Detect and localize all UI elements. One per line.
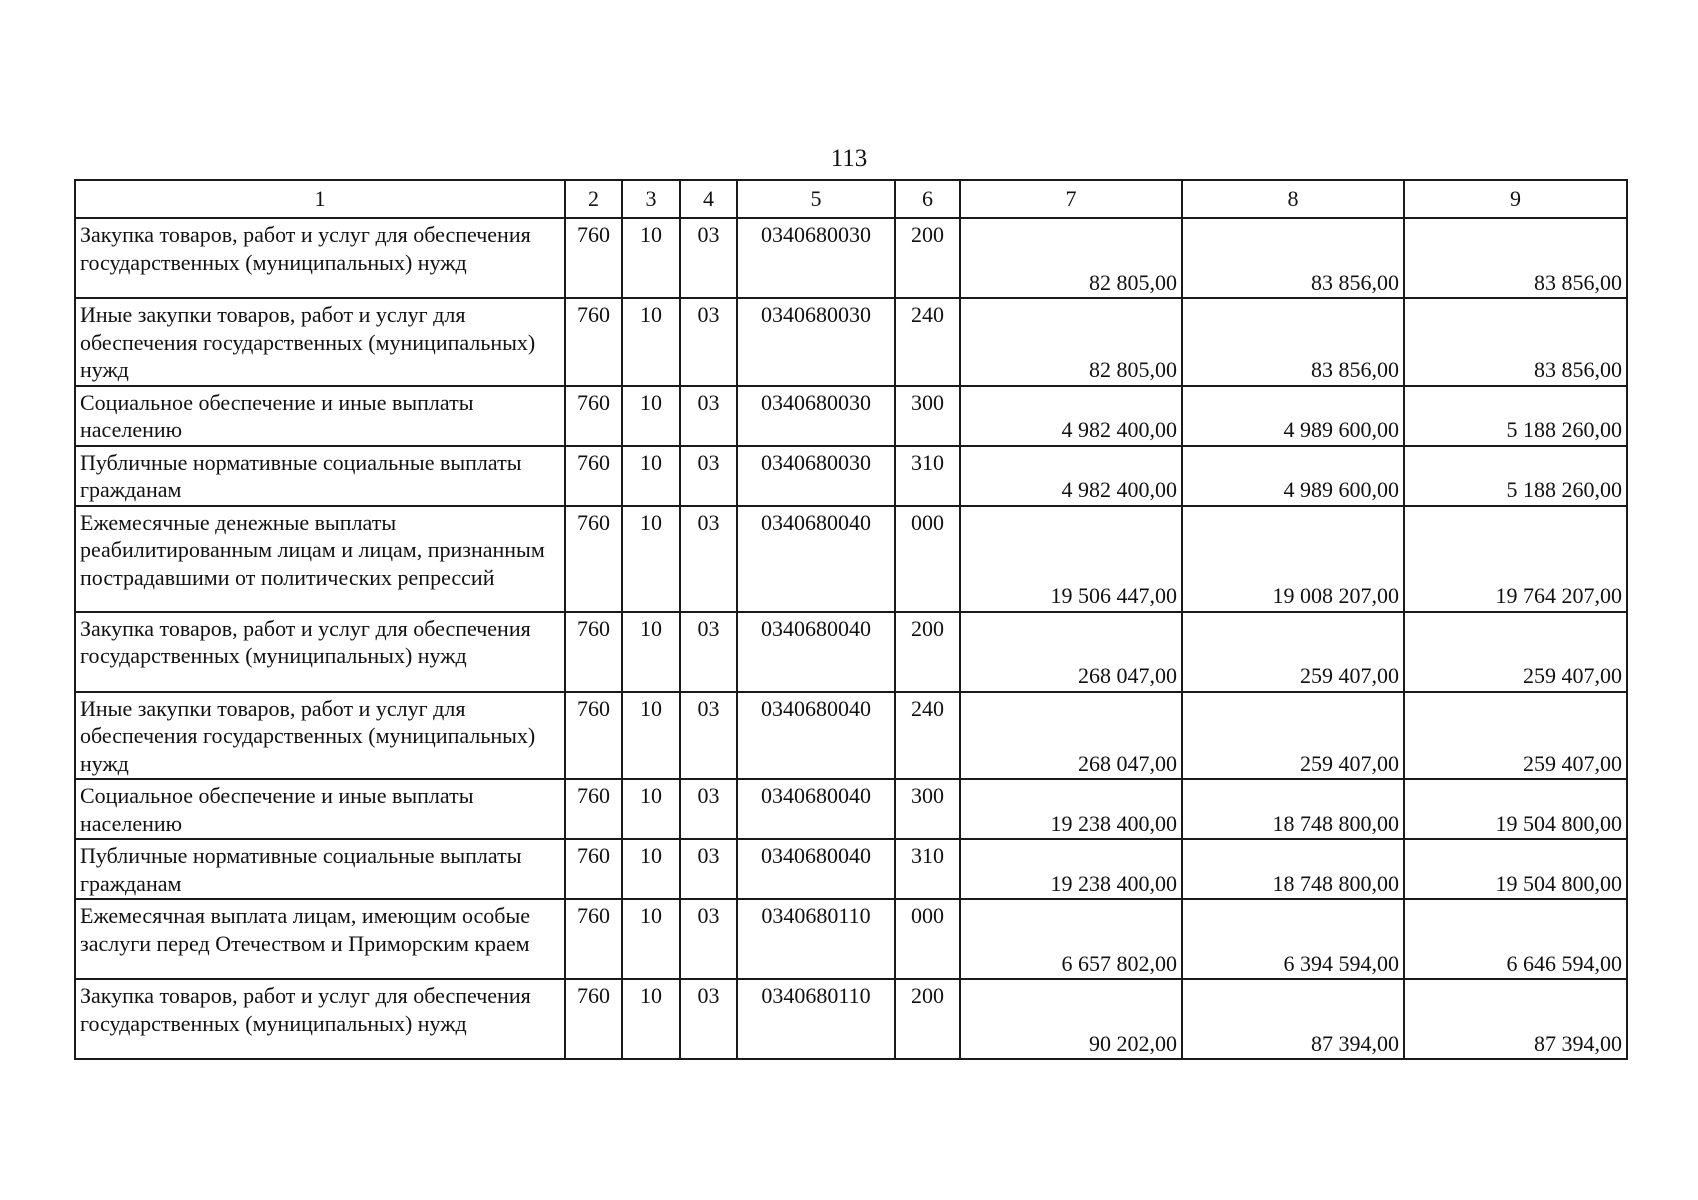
cell-section: 10	[622, 386, 680, 446]
cell-section: 10	[622, 979, 680, 1059]
table-body	[75, 218, 1627, 1059]
header-col-1: 1	[75, 180, 565, 218]
cell-expense-type: 200	[895, 218, 960, 298]
cell-amount-year-1: 90 202,00	[960, 979, 1182, 1059]
header-col-8: 8	[1182, 180, 1404, 218]
cell-subsection: 03	[680, 506, 737, 612]
cell-admin-code: 760	[565, 899, 622, 979]
cell-name: Ежемесячная выплата лицам, имеющим особые заслуги перед Отечеством и Приморским краем	[75, 899, 565, 979]
header-col-7: 7	[960, 180, 1182, 218]
cell-amount-year-3: 259 407,00	[1404, 692, 1627, 780]
cell-amount-year-2: 19 008 207,00	[1182, 506, 1404, 612]
cell-amount-year-3: 5 188 260,00	[1404, 446, 1627, 506]
cell-target-article: 0340680110	[737, 979, 895, 1059]
cell-amount-year-1: 19 506 447,00	[960, 506, 1182, 612]
cell-target-article: 0340680030	[737, 446, 895, 506]
cell-section: 10	[622, 779, 680, 839]
cell-section: 10	[622, 506, 680, 612]
cell-section: 10	[622, 446, 680, 506]
cell-expense-type: 300	[895, 386, 960, 446]
table-row	[75, 506, 1627, 612]
cell-name: Закупка товаров, работ и услуг для обеспечения государственных (муниципальных) нужд	[75, 612, 565, 692]
table-row	[75, 979, 1627, 1059]
cell-amount-year-1: 82 805,00	[960, 298, 1182, 386]
cell-target-article: 0340680110	[737, 899, 895, 979]
cell-admin-code: 760	[565, 446, 622, 506]
cell-subsection: 03	[680, 446, 737, 506]
header-col-4: 4	[680, 180, 737, 218]
cell-section: 10	[622, 692, 680, 780]
cell-amount-year-1: 4 982 400,00	[960, 386, 1182, 446]
cell-admin-code: 760	[565, 612, 622, 692]
cell-target-article: 0340680040	[737, 692, 895, 780]
cell-amount-year-2: 18 748 800,00	[1182, 779, 1404, 839]
cell-amount-year-1: 19 238 400,00	[960, 779, 1182, 839]
cell-subsection: 03	[680, 839, 737, 899]
table-row	[75, 298, 1627, 386]
cell-target-article: 0340680040	[737, 839, 895, 899]
table-row	[75, 692, 1627, 780]
cell-admin-code: 760	[565, 692, 622, 780]
header-col-6: 6	[895, 180, 960, 218]
cell-expense-type: 200	[895, 979, 960, 1059]
cell-target-article: 0340680030	[737, 218, 895, 298]
cell-amount-year-3: 6 646 594,00	[1404, 899, 1627, 979]
table-row	[75, 386, 1627, 446]
cell-amount-year-3: 19 764 207,00	[1404, 506, 1627, 612]
cell-amount-year-1: 82 805,00	[960, 218, 1182, 298]
cell-amount-year-2: 259 407,00	[1182, 612, 1404, 692]
cell-name: Иные закупки товаров, работ и услуг для обеспечения государственных (муниципальных) нужд	[75, 298, 565, 386]
cell-expense-type: 000	[895, 899, 960, 979]
table-row	[75, 899, 1627, 979]
cell-amount-year-3: 19 504 800,00	[1404, 779, 1627, 839]
cell-amount-year-3: 83 856,00	[1404, 218, 1627, 298]
table-row	[75, 218, 1627, 298]
cell-subsection: 03	[680, 386, 737, 446]
cell-section: 10	[622, 218, 680, 298]
cell-name: Социальное обеспечение и иные выплаты населению	[75, 779, 565, 839]
cell-amount-year-1: 6 657 802,00	[960, 899, 1182, 979]
cell-amount-year-2: 6 394 594,00	[1182, 899, 1404, 979]
cell-amount-year-3: 259 407,00	[1404, 612, 1627, 692]
cell-name: Иные закупки товаров, работ и услуг для обеспечения государственных (муниципальных) нужд	[75, 692, 565, 780]
cell-section: 10	[622, 839, 680, 899]
cell-expense-type: 200	[895, 612, 960, 692]
cell-section: 10	[622, 298, 680, 386]
cell-amount-year-2: 83 856,00	[1182, 218, 1404, 298]
table-row	[75, 612, 1627, 692]
cell-name: Ежемесячные денежные выплаты реабилитированным лицам и лицам, признанным пострадавшими от политических репрессий	[75, 506, 565, 612]
cell-admin-code: 760	[565, 979, 622, 1059]
table-row	[75, 839, 1627, 899]
cell-name: Публичные нормативные социальные выплаты гражданам	[75, 839, 565, 899]
header-col-3: 3	[622, 180, 680, 218]
cell-amount-year-1: 4 982 400,00	[960, 446, 1182, 506]
header-col-9: 9	[1404, 180, 1627, 218]
cell-admin-code: 760	[565, 386, 622, 446]
cell-expense-type: 300	[895, 779, 960, 839]
cell-name: Социальное обеспечение и иные выплаты населению	[75, 386, 565, 446]
cell-target-article: 0340680030	[737, 386, 895, 446]
cell-expense-type: 000	[895, 506, 960, 612]
cell-admin-code: 760	[565, 779, 622, 839]
page-number: 113	[830, 145, 868, 172]
cell-amount-year-3: 83 856,00	[1404, 298, 1627, 386]
cell-amount-year-2: 18 748 800,00	[1182, 839, 1404, 899]
header-col-5: 5	[737, 180, 895, 218]
cell-name: Публичные нормативные социальные выплаты гражданам	[75, 446, 565, 506]
cell-admin-code: 760	[565, 218, 622, 298]
cell-subsection: 03	[680, 899, 737, 979]
cell-amount-year-2: 4 989 600,00	[1182, 386, 1404, 446]
cell-admin-code: 760	[565, 839, 622, 899]
cell-expense-type: 310	[895, 446, 960, 506]
cell-amount-year-2: 83 856,00	[1182, 298, 1404, 386]
header-row	[75, 180, 1627, 218]
cell-section: 10	[622, 899, 680, 979]
cell-subsection: 03	[680, 779, 737, 839]
cell-subsection: 03	[680, 612, 737, 692]
budget-table	[74, 179, 1628, 1060]
table-header	[75, 180, 1627, 218]
cell-admin-code: 760	[565, 298, 622, 386]
cell-amount-year-2: 4 989 600,00	[1182, 446, 1404, 506]
cell-amount-year-1: 268 047,00	[960, 692, 1182, 780]
cell-expense-type: 240	[895, 298, 960, 386]
cell-section: 10	[622, 612, 680, 692]
cell-subsection: 03	[680, 692, 737, 780]
cell-target-article: 0340680040	[737, 612, 895, 692]
cell-target-article: 0340680040	[737, 506, 895, 612]
table-row	[75, 446, 1627, 506]
cell-amount-year-3: 19 504 800,00	[1404, 839, 1627, 899]
cell-amount-year-3: 87 394,00	[1404, 979, 1627, 1059]
cell-expense-type: 310	[895, 839, 960, 899]
cell-expense-type: 240	[895, 692, 960, 780]
cell-name: Закупка товаров, работ и услуг для обеспечения государственных (муниципальных) нужд	[75, 979, 565, 1059]
cell-subsection: 03	[680, 979, 737, 1059]
cell-subsection: 03	[680, 298, 737, 386]
cell-amount-year-2: 87 394,00	[1182, 979, 1404, 1059]
cell-target-article: 0340680040	[737, 779, 895, 839]
cell-subsection: 03	[680, 218, 737, 298]
cell-amount-year-3: 5 188 260,00	[1404, 386, 1627, 446]
cell-name: Закупка товаров, работ и услуг для обеспечения государственных (муниципальных) нужд	[75, 218, 565, 298]
cell-amount-year-2: 259 407,00	[1182, 692, 1404, 780]
cell-admin-code: 760	[565, 506, 622, 612]
cell-amount-year-1: 19 238 400,00	[960, 839, 1182, 899]
table-row	[75, 779, 1627, 839]
header-col-2: 2	[565, 180, 622, 218]
cell-target-article: 0340680030	[737, 298, 895, 386]
cell-amount-year-1: 268 047,00	[960, 612, 1182, 692]
